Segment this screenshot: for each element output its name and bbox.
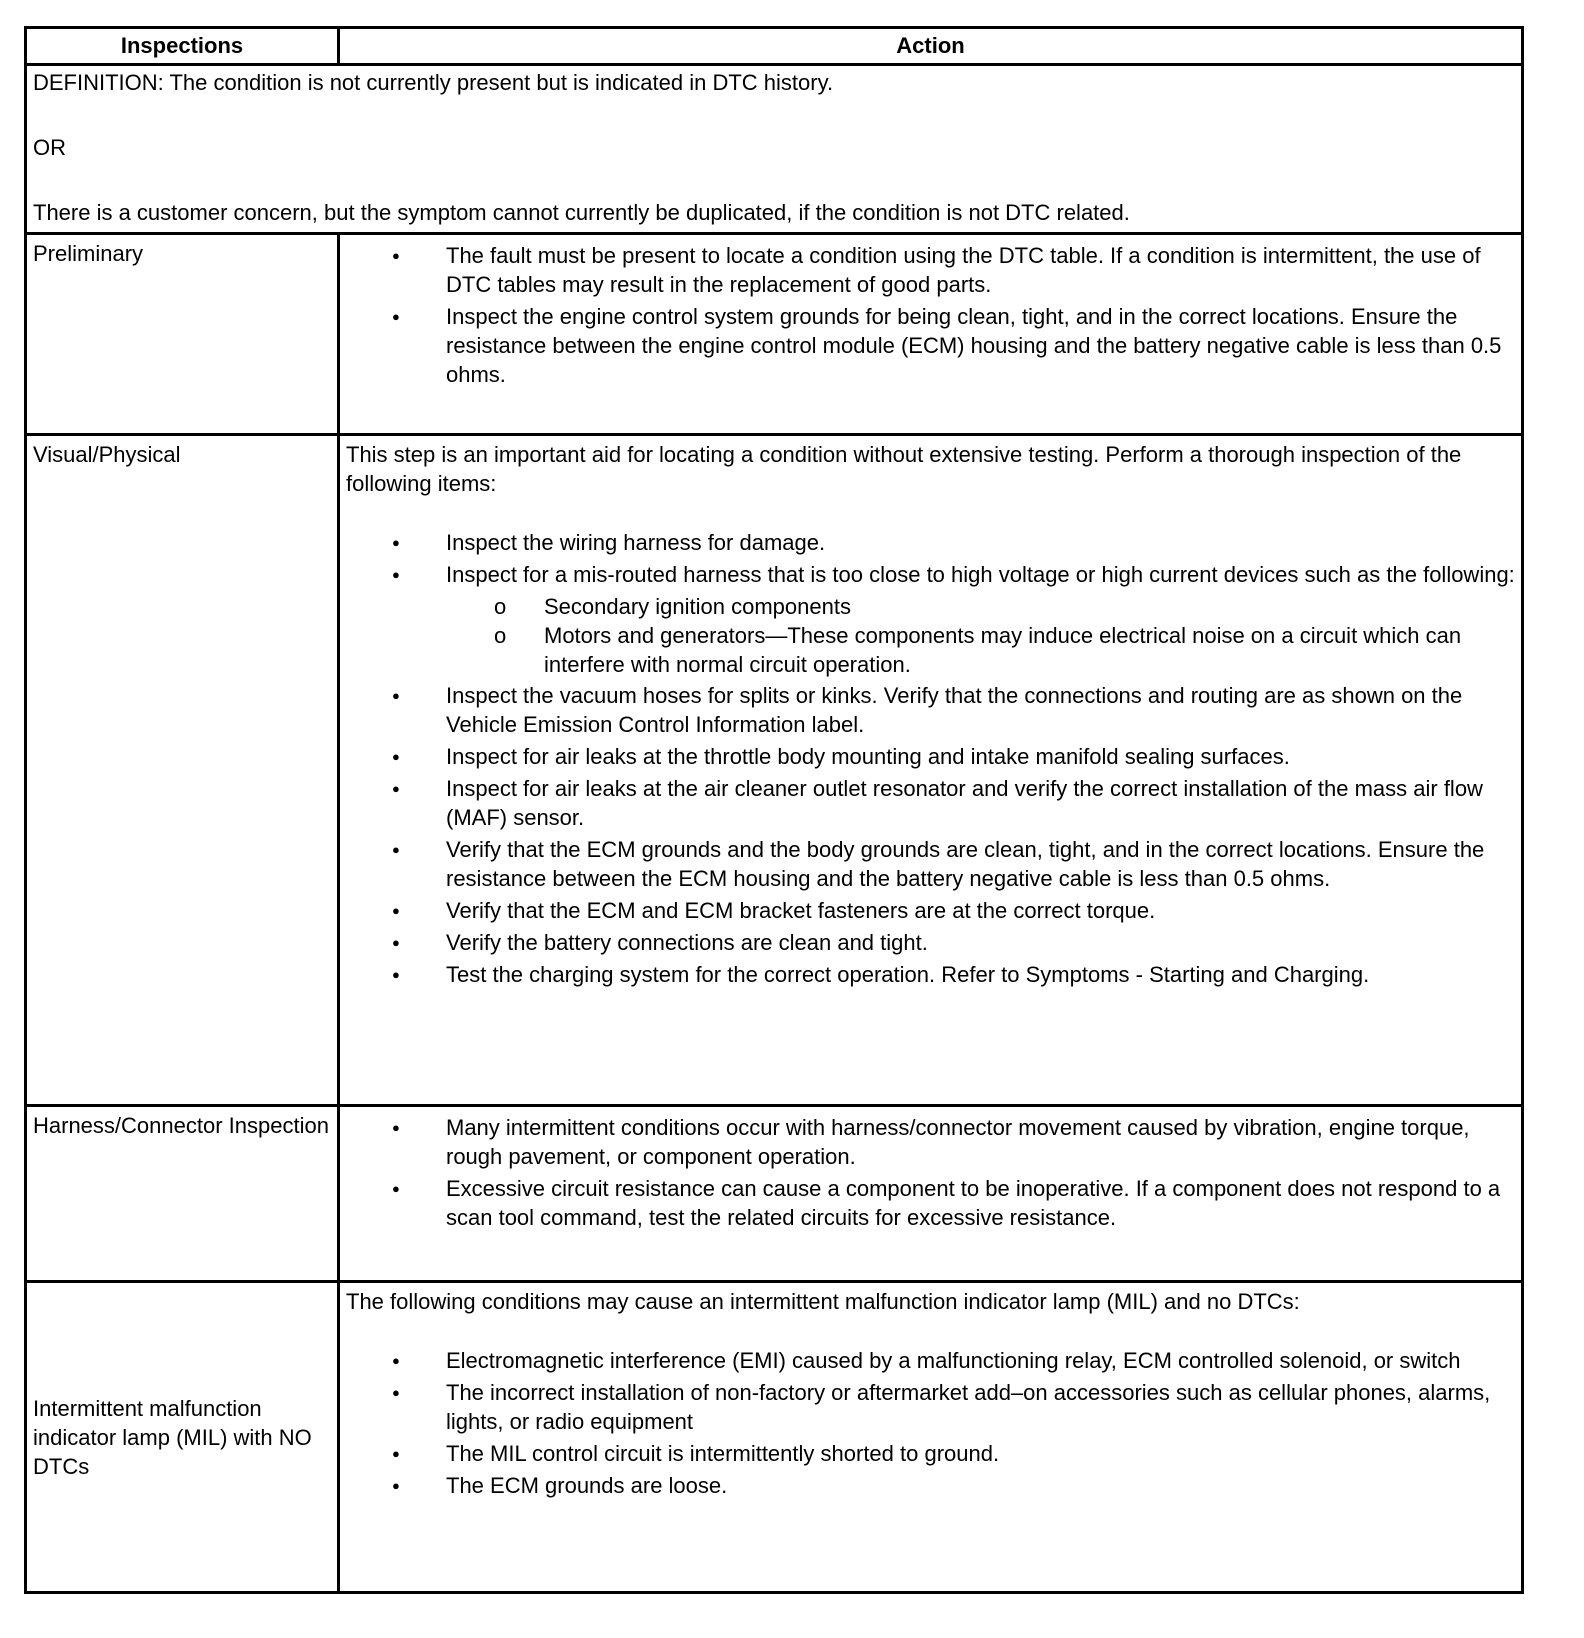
list-item [346,1471,1515,1500]
definition-row [26,65,1523,234]
bullet-icon: ● [392,903,400,918]
definition-or: OR [33,135,66,160]
list-item-text: The incorrect installation of non-factory or aftermarket add–on accessories such as cellular phones, alarms, lights, or radio equipment [446,1380,1491,1434]
bullet-icon: ● [392,1120,400,1135]
bullet-icon: ● [392,535,400,550]
circle-bullet-icon: o [494,623,507,648]
action-list [346,528,1515,989]
list-item [346,302,1515,389]
bullet-icon: ● [392,248,400,263]
list-item [346,560,1515,589]
list-item-text: Test the charging system for the correct operation. Refer to Symptoms - Starting and Charging. [446,962,1370,987]
action-list [346,241,1515,389]
list-item-text: Inspect the vacuum hoses for splits or kinks. Verify that the connections and routing are as shown on the Vehicle Emission Control Information label. [446,683,1463,737]
list-item-text: Many intermittent conditions occur with harness/connector movement caused by vibration, engine torque, rough pavement, or component operation. [446,1115,1470,1169]
definition-alt: There is a customer concern, but the symptom cannot currently be duplicated, if the condition is not DTC related. [33,200,1130,225]
bullet-icon: ● [392,309,400,324]
bullet-icon: ● [392,1353,400,1368]
action-list [346,1113,1515,1232]
action-list [346,1346,1515,1500]
table-row [26,1282,1523,1593]
row-action [339,1282,1523,1593]
row-label: Harness/Connector Inspection [26,1106,339,1282]
action-intro: This step is an important aid for locating a condition without extensive testing. Perform a thorough inspection of the following items: [346,442,1462,496]
list-item [346,1439,1515,1468]
bullet-icon: ● [392,567,400,582]
bullet-icon: ● [392,749,400,764]
bullet-icon: ● [392,935,400,950]
row-action [339,435,1523,1106]
list-item [346,241,1515,299]
inspection-table [24,26,1524,1594]
bullet-icon: ● [392,967,400,982]
list-item-text: Inspect for air leaks at the throttle body mounting and intake manifold sealing surfaces. [446,744,1290,769]
list-item-text: Inspect the wiring harness for damage. [446,530,826,555]
list-item [346,528,1515,557]
row-action [339,234,1523,435]
header-inspections: Inspections [26,28,339,65]
list-item [346,742,1515,771]
list-item-text: Inspect for air leaks at the air cleaner outlet resonator and verify the correct installation of the mass air flow (MAF) sensor. [446,776,1483,830]
list-item [346,592,1515,621]
list-item [346,1174,1515,1232]
row-label: Preliminary [26,234,339,435]
bullet-icon: ● [392,1181,400,1196]
header-action: Action [339,28,1523,65]
definition-text: DEFINITION: The condition is not currently present but is indicated in DTC history. [33,70,834,95]
bullet-icon: ● [392,842,400,857]
bullet-icon: ● [392,1446,400,1461]
list-item-text: Verify that the ECM grounds and the body grounds are clean, tight, and in the correct locations. Ensure the resistance between the ECM housing and the battery negative cable is less than 0.5 ohms. [446,837,1485,891]
list-item-text: Inspect the engine control system grounds for being clean, tight, and in the correct locations. Ensure the resistance between the engine control module (ECM) housing and the battery negative cable is less than 0.5 ohms. [446,304,1502,387]
action-intro: The following conditions may cause an intermittent malfunction indicator lamp (MIL) and no DTCs: [346,1289,1300,1314]
list-item [346,896,1515,925]
list-item [346,681,1515,739]
row-label: Intermittent malfunction indicator lamp (MIL) with NO DTCs [26,1282,339,1593]
header-row [26,28,1523,65]
list-item [346,621,1515,679]
list-item-text: Secondary ignition components [544,594,851,619]
list-item [346,774,1515,832]
list-item-text: The ECM grounds are loose. [446,1473,728,1498]
bullet-icon: ● [392,688,400,703]
list-item-text: Motors and generators—These components may induce electrical noise on a circuit which can interfere with normal circuit operation. [544,623,1462,677]
list-item [346,928,1515,957]
row-action [339,1106,1523,1282]
table-row [26,1106,1523,1282]
bullet-icon: ● [392,781,400,796]
list-item-text: Inspect for a mis-routed harness that is too close to high voltage or high current devices such as the following: [446,562,1515,587]
row-label: Visual/Physical [26,435,339,1106]
list-item-text: Verify that the ECM and ECM bracket fasteners are at the correct torque. [446,898,1156,923]
list-item [346,1346,1515,1375]
bullet-icon: ● [392,1478,400,1493]
list-item [346,835,1515,893]
table-row [26,435,1523,1106]
list-item-text: Electromagnetic interference (EMI) caused by a malfunctioning relay, ECM controlled solenoid, or switch [446,1348,1461,1373]
list-item-text: The MIL control circuit is intermittently shorted to ground. [446,1441,1000,1466]
table-row [26,234,1523,435]
circle-bullet-icon: o [494,594,507,619]
list-item-text: Excessive circuit resistance can cause a component to be inoperative. If a component does not respond to a scan tool command, test the related circuits for excessive resistance. [446,1176,1501,1230]
bullet-icon: ● [392,1385,400,1400]
list-item [346,960,1515,989]
list-item-text: Verify the battery connections are clean and tight. [446,930,928,955]
list-item [346,1113,1515,1171]
list-item [346,1378,1515,1436]
list-item-text: The fault must be present to locate a condition using the DTC table. If a condition is intermittent, the use of DTC tables may result in the replacement of good parts. [446,243,1481,297]
